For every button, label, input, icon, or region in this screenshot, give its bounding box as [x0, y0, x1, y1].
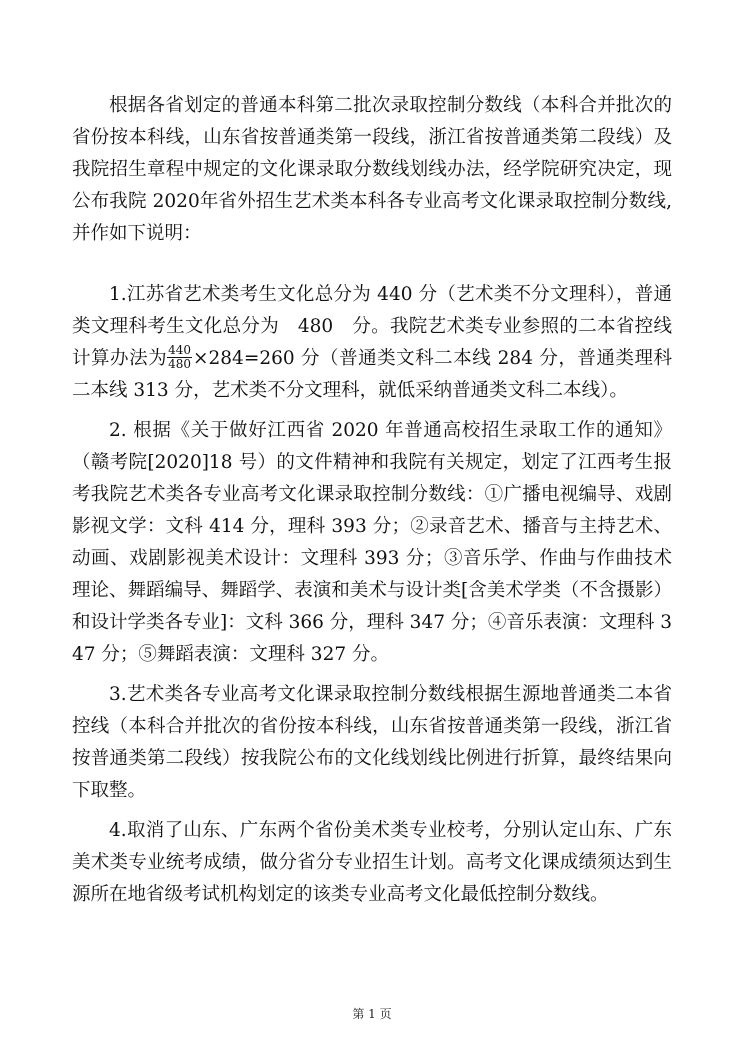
item-1-paragraph: [72, 279, 672, 407]
document-body: [72, 90, 672, 911]
item-3-paragraph: 3.艺术类各专业高考文化课录取控制分数线根据生源地普通类二本省控线（本科合并批次的省份按本科线，山东省按普通类第一段线，浙江省按普通类第二段线）按我院公布的文化线划线比例进行折算，最终结果向下取整。: [72, 684, 672, 801]
ratio-fraction: [167, 344, 192, 371]
fraction-denominator: 480: [168, 356, 192, 371]
item-1-text-a: 1.江苏省艺术类考生文化总分为 440 分（艺术类不分文理科），普通类文理科考生文化总分为 480 分。我院艺术类专业参照的二本省控线计算办法为: [72, 284, 672, 369]
item-4-paragraph: 4.取消了山东、广东两个省份美术类专业校考，分别认定山东、广东美术类专业统考成绩，做分省分专业招生计划。高考文化课成绩须达到生源所在地省级考试机构划定的该类专业高考文化最低控制分数线。: [72, 820, 672, 905]
item-1-text-b: ×284=260 分（普通类文科二本线 284 分，普通类理科二本线 313 分，艺术类不分文理科，就低采纳普通类文科二本线）。: [72, 348, 672, 401]
fraction-numerator: 440: [168, 342, 192, 357]
item-2-paragraph: 2. 根据《关于做好江西省 2020 年普通高校招生录取工作的通知》（赣考院[2020]18 号）的文件精神和我院有关规定，划定了江西考生报考我院艺术类各专业高考文化课录取控制分数线：①广播电视编导、戏剧影视文学：文科 414 分，理科 393 分；②录音艺术、播音与主持艺术、动画、戏剧影视美术设计：文理科 393 分；③音乐学、作曲与作曲技术理论、舞蹈编导、舞蹈学、表演和美术与设计类[含美术学类（不含摄影）和设计学类各专业]：文科 366 分，理科 347 分；④音乐表演：文理科 347 分；⑤舞蹈表演：文理科 327 分。: [72, 420, 673, 665]
intro-paragraph: 根据各省划定的普通本科第二批次录取控制分数线（本科合并批次的省份按本科线，山东省按普通类第一段线，浙江省按普通类第二段线）及我院招生章程中规定的文化课录取分数线划线办法，经学院研究决定，现公布我院 2020年省外招生艺术类本科各专业高考文化课录取控制分数线,并作如下说明：: [72, 95, 672, 244]
page-number: 第 1 页: [352, 1007, 392, 1021]
